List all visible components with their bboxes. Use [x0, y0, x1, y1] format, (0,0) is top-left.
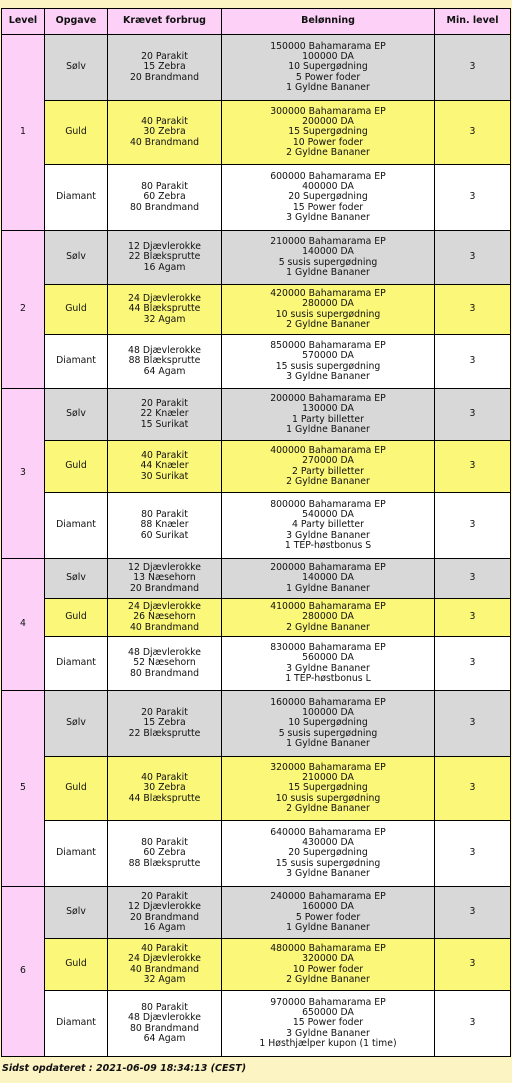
reward-line: 15 Supergødning — [288, 126, 368, 138]
task-cell: Sølv — [45, 35, 108, 101]
required-line: 22 Knæler — [140, 408, 189, 420]
required-line: 20 Parakit — [141, 51, 188, 63]
table-row — [2, 389, 511, 441]
reward-line: 100000 DA — [302, 51, 354, 63]
required-line: 40 Brandmand — [129, 621, 200, 633]
header-reward: Belønning — [222, 9, 435, 35]
table-row — [2, 231, 511, 285]
required-line: 60 Zebra — [143, 191, 186, 203]
task-cell: Guld — [45, 599, 108, 637]
required-line: 40 Parakit — [141, 116, 188, 128]
table-row — [2, 691, 511, 757]
required-cell — [108, 821, 222, 887]
required-line: 88 Blæksprutte — [128, 857, 201, 869]
reward-cell — [222, 821, 435, 887]
reward-line: 2 Gyldne Bananer — [286, 318, 370, 330]
reward-line: 480000 Bahamarama EP — [270, 943, 386, 955]
min-level-cell: 3 — [435, 35, 511, 101]
reward-line: 3 Gyldne Bananer — [286, 211, 370, 223]
reward-cell — [222, 493, 435, 559]
task-cell: Diamant — [45, 335, 108, 389]
reward-cell — [222, 389, 435, 441]
required-line: 16 Agam — [143, 921, 186, 933]
table-row — [2, 887, 511, 939]
reward-cell — [222, 991, 435, 1057]
table-row — [2, 285, 511, 335]
required-line: 40 Parakit — [141, 772, 188, 784]
header-min-level: Min. level — [435, 9, 511, 35]
required-line: 40 Brandmand — [129, 136, 200, 148]
reward-cell — [222, 335, 435, 389]
table-row — [2, 101, 511, 165]
reward-line: 560000 DA — [302, 652, 354, 664]
required-cell — [108, 35, 222, 101]
required-line: 24 Djævlerokke — [128, 953, 201, 965]
required-line: 44 Blæksprutte — [128, 303, 201, 315]
required-line: 32 Agam — [143, 973, 186, 985]
required-line: 60 Zebra — [143, 847, 186, 859]
required-cell — [108, 939, 222, 991]
required-line: 20 Brandmand — [129, 582, 200, 594]
min-level-cell: 3 — [435, 559, 511, 599]
reward-line: 130000 DA — [302, 403, 354, 415]
required-line: 12 Djævlerokke — [128, 241, 201, 253]
reward-line: 15 susis supergødning — [275, 360, 381, 372]
reward-line: 5 Power foder — [295, 911, 361, 923]
task-cell: Diamant — [45, 821, 108, 887]
required-cell — [108, 101, 222, 165]
min-level-cell: 3 — [435, 757, 511, 821]
task-cell: Sølv — [45, 559, 108, 599]
required-cell — [108, 757, 222, 821]
table-row — [2, 493, 511, 559]
reward-line: 15 susis supergødning — [275, 857, 381, 869]
level-cell: 6 — [2, 887, 45, 1057]
reward-line: 140000 DA — [302, 246, 354, 258]
level-cell: 4 — [2, 559, 45, 691]
task-cell: Guld — [45, 285, 108, 335]
required-line: 80 Parakit — [141, 837, 188, 849]
required-cell — [108, 599, 222, 637]
required-line: 48 Djævlerokke — [128, 647, 201, 659]
reward-line: 320000 Bahamarama EP — [270, 761, 386, 773]
reward-line: 1 Gyldne Bananer — [286, 266, 370, 278]
reward-line: 540000 DA — [302, 509, 354, 521]
reward-line: 410000 Bahamarama EP — [270, 601, 386, 613]
reward-line: 15 Supergødning — [288, 782, 368, 794]
required-line: 22 Blæksprutte — [128, 251, 201, 263]
table-row — [2, 637, 511, 691]
required-cell — [108, 389, 222, 441]
required-line: 15 Surikat — [140, 418, 189, 430]
task-cell: Diamant — [45, 991, 108, 1057]
required-line: 40 Parakit — [141, 450, 188, 462]
table-row — [2, 165, 511, 231]
required-cell — [108, 559, 222, 599]
required-line: 64 Agam — [143, 1032, 186, 1044]
task-cell: Sølv — [45, 887, 108, 939]
required-cell — [108, 335, 222, 389]
reward-line: 280000 DA — [302, 611, 354, 623]
reward-line: 420000 Bahamarama EP — [270, 288, 386, 300]
required-line: 80 Parakit — [141, 1002, 188, 1014]
header-task: Opgave — [45, 9, 108, 35]
required-line: 30 Zebra — [143, 126, 186, 138]
table-row — [2, 939, 511, 991]
required-line: 12 Djævlerokke — [128, 562, 201, 574]
required-line: 15 Zebra — [143, 717, 186, 729]
task-cell: Sølv — [45, 389, 108, 441]
required-line: 40 Brandmand — [129, 963, 200, 975]
reward-line: 2 Gyldne Bananer — [286, 475, 370, 487]
table-row — [2, 35, 511, 101]
last-updated: Sidst opdateret : 2021-06-09 18:34:13 (CEST) — [2, 1063, 247, 1074]
reward-line: 160000 DA — [302, 901, 354, 913]
required-line: 20 Brandmand — [129, 911, 200, 923]
reward-line: 1 Gyldne Bananer — [286, 582, 370, 594]
required-line: 48 Djævlerokke — [128, 345, 201, 357]
reward-line: 20 Supergødning — [288, 191, 368, 203]
reward-line: 240000 Bahamarama EP — [270, 891, 386, 903]
task-cell: Diamant — [45, 637, 108, 691]
reward-cell — [222, 757, 435, 821]
required-cell — [108, 637, 222, 691]
reward-line: 3 Gyldne Bananer — [286, 867, 370, 879]
reward-line: 4 Party billetter — [292, 519, 364, 531]
reward-line: 1 Gyldne Bananer — [286, 737, 370, 749]
required-line: 20 Parakit — [141, 398, 188, 410]
required-line: 16 Agam — [143, 261, 186, 273]
task-cell: Guld — [45, 441, 108, 493]
required-cell — [108, 887, 222, 939]
required-line: 22 Blæksprutte — [128, 727, 201, 739]
reward-line: 640000 Bahamarama EP — [270, 826, 386, 838]
reward-line: 300000 Bahamarama EP — [270, 105, 386, 117]
task-cell: Guld — [45, 101, 108, 165]
required-line: 13 Næsehorn — [133, 572, 196, 584]
required-line: 40 Parakit — [141, 943, 188, 955]
required-line: 20 Brandmand — [129, 71, 200, 83]
required-line: 80 Brandmand — [129, 201, 200, 213]
reward-line: 3 Gyldne Bananer — [286, 370, 370, 382]
min-level-cell: 3 — [435, 821, 511, 887]
reward-line: 2 Gyldne Bananer — [286, 973, 370, 985]
required-cell — [108, 991, 222, 1057]
reward-cell — [222, 637, 435, 691]
required-line: 32 Agam — [143, 313, 186, 325]
required-cell — [108, 285, 222, 335]
task-cell: Diamant — [45, 493, 108, 559]
reward-line: 430000 DA — [302, 837, 354, 849]
reward-line: 400000 Bahamarama EP — [270, 445, 386, 457]
required-line: 88 Blæksprutte — [128, 355, 201, 367]
reward-line: 850000 Bahamarama EP — [270, 340, 386, 352]
required-line: 80 Brandmand — [129, 1022, 200, 1034]
header-row — [2, 9, 511, 35]
reward-line: 1 Gyldne Bananer — [286, 81, 370, 93]
reward-line: 1 Gyldne Bananer — [286, 921, 370, 933]
min-level-cell: 3 — [435, 101, 511, 165]
reward-line: 2 Party billetter — [292, 465, 364, 477]
reward-line: 280000 DA — [302, 298, 354, 310]
reward-line: 830000 Bahamarama EP — [270, 642, 386, 654]
required-cell — [108, 441, 222, 493]
reward-line: 570000 DA — [302, 350, 354, 362]
reward-line: 600000 Bahamarama EP — [270, 170, 386, 182]
required-cell — [108, 231, 222, 285]
reward-cell — [222, 599, 435, 637]
reward-cell — [222, 441, 435, 493]
reward-line: 140000 DA — [302, 572, 354, 584]
task-cell: Diamant — [45, 165, 108, 231]
reward-line: 400000 DA — [302, 181, 354, 193]
reward-line: 200000 Bahamarama EP — [270, 393, 386, 405]
required-line: 12 Djævlerokke — [128, 901, 201, 913]
reward-line: 20 Supergødning — [288, 847, 368, 859]
required-line: 44 Blæksprutte — [128, 792, 201, 804]
reward-line: 10 Power foder — [292, 963, 364, 975]
task-cell: Sølv — [45, 691, 108, 757]
task-cell: Sølv — [45, 231, 108, 285]
reward-line: 15 Power foder — [292, 201, 364, 213]
reward-cell — [222, 35, 435, 101]
level-cell: 3 — [2, 389, 45, 559]
level-cell: 2 — [2, 231, 45, 389]
reward-line: 1 TEP-høstbonus S — [284, 539, 372, 551]
reward-line: 160000 Bahamarama EP — [270, 696, 386, 708]
reward-line: 2 Gyldne Bananer — [286, 146, 370, 158]
reward-line: 150000 Bahamarama EP — [270, 40, 386, 52]
reward-line: 650000 DA — [302, 1007, 354, 1019]
reward-line: 10 susis supergødning — [275, 792, 381, 804]
table-row — [2, 991, 511, 1057]
reward-line: 1 Party billetter — [292, 413, 364, 425]
required-line: 30 Zebra — [143, 782, 186, 794]
required-cell — [108, 493, 222, 559]
reward-line: 10 Supergødning — [288, 61, 368, 73]
required-line: 80 Brandmand — [129, 667, 200, 679]
required-line: 24 Djævlerokke — [128, 293, 201, 305]
min-level-cell: 3 — [435, 165, 511, 231]
required-cell — [108, 691, 222, 757]
reward-line: 320000 DA — [302, 953, 354, 965]
min-level-cell: 3 — [435, 231, 511, 285]
reward-line: 1 Gyldne Bananer — [286, 423, 370, 435]
required-line: 20 Parakit — [141, 707, 188, 719]
required-line: 64 Agam — [143, 365, 186, 377]
reward-line: 210000 DA — [302, 772, 354, 784]
reward-cell — [222, 887, 435, 939]
reward-line: 800000 Bahamarama EP — [270, 498, 386, 510]
reward-line: 5 Power foder — [295, 71, 361, 83]
task-cell: Guld — [45, 939, 108, 991]
min-level-cell: 3 — [435, 389, 511, 441]
table-row — [2, 559, 511, 599]
required-line: 52 Næsehorn — [133, 657, 196, 669]
reward-line: 100000 DA — [302, 707, 354, 719]
reward-line: 5 susis supergødning — [278, 256, 378, 268]
required-line: 88 Knæler — [140, 519, 189, 531]
reward-line: 15 Power foder — [292, 1017, 364, 1029]
min-level-cell: 3 — [435, 441, 511, 493]
reward-cell — [222, 691, 435, 757]
table-row — [2, 757, 511, 821]
min-level-cell: 3 — [435, 991, 511, 1057]
required-line: 44 Knæler — [140, 460, 189, 472]
min-level-cell: 3 — [435, 637, 511, 691]
required-line: 24 Djævlerokke — [128, 601, 201, 613]
reward-line: 3 Gyldne Bananer — [286, 529, 370, 541]
required-line: 30 Surikat — [140, 470, 189, 482]
header-level: Level — [2, 9, 45, 35]
reward-line: 970000 Bahamarama EP — [270, 996, 386, 1008]
min-level-cell: 3 — [435, 285, 511, 335]
reward-line: 2 Gyldne Bananer — [286, 802, 370, 814]
reward-cell — [222, 939, 435, 991]
reward-line: 10 Supergødning — [288, 717, 368, 729]
reward-line: 3 Gyldne Bananer — [286, 1027, 370, 1039]
table-row — [2, 599, 511, 637]
min-level-cell: 3 — [435, 493, 511, 559]
reward-line: 3 Gyldne Bananer — [286, 662, 370, 674]
reward-line: 2 Gyldne Bananer — [286, 621, 370, 633]
table-row — [2, 335, 511, 389]
required-line: 15 Zebra — [143, 61, 186, 73]
reward-cell — [222, 165, 435, 231]
reward-cell — [222, 101, 435, 165]
level-cell: 5 — [2, 691, 45, 887]
reward-line: 200000 Bahamarama EP — [270, 562, 386, 574]
reward-line: 270000 DA — [302, 455, 354, 467]
reward-line: 10 Power foder — [292, 136, 364, 148]
required-line: 80 Parakit — [141, 509, 188, 521]
reward-cell — [222, 559, 435, 599]
reward-line: 5 susis supergødning — [278, 727, 378, 739]
required-line: 26 Næsehorn — [133, 611, 196, 623]
reward-cell — [222, 231, 435, 285]
level-cell: 1 — [2, 35, 45, 231]
header-required-consumption: Krævet forbrug — [108, 9, 222, 35]
required-line: 20 Parakit — [141, 891, 188, 903]
min-level-cell: 3 — [435, 335, 511, 389]
reward-cell — [222, 285, 435, 335]
min-level-cell: 3 — [435, 599, 511, 637]
min-level-cell: 3 — [435, 691, 511, 757]
reward-line: 200000 DA — [302, 116, 354, 128]
table-row — [2, 821, 511, 887]
min-level-cell: 3 — [435, 939, 511, 991]
required-line: 48 Djævlerokke — [128, 1012, 201, 1024]
reward-line: 210000 Bahamarama EP — [270, 236, 386, 248]
quest-table — [1, 8, 511, 1057]
required-line: 80 Parakit — [141, 181, 188, 193]
min-level-cell: 3 — [435, 887, 511, 939]
reward-line: 10 susis supergødning — [275, 308, 381, 320]
required-cell — [108, 165, 222, 231]
reward-line: 1 Høsthjælper kupon (1 time) — [259, 1037, 397, 1049]
table-row — [2, 441, 511, 493]
task-cell: Guld — [45, 757, 108, 821]
required-line: 60 Surikat — [140, 529, 189, 541]
reward-line: 1 TEP-høstbonus L — [285, 672, 371, 684]
